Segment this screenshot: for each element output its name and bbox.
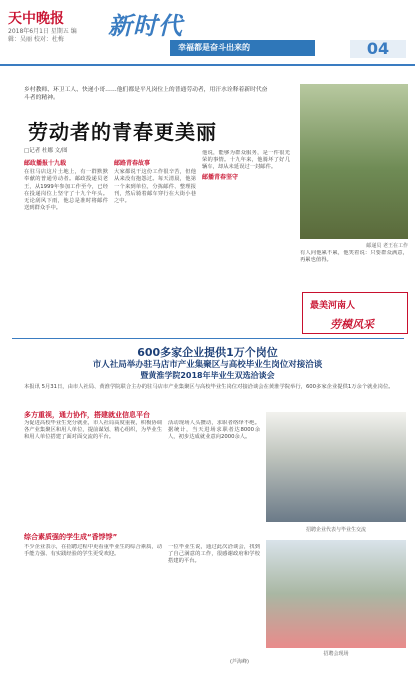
article-headline: 劳动者的青春更美丽 xyxy=(28,120,217,144)
newspaper-brand: 天中晚报 xyxy=(8,11,64,27)
issue-info: 2018年6月1日 星期五 编辑：吴丽 校对：杜梅 xyxy=(8,28,77,43)
article2-subheadline: 市人社局举办驻马店市产业集聚区与高校毕业生岗位对接洽谈 xyxy=(92,360,323,370)
article2-author: (芦海峰) xyxy=(230,659,249,665)
column-text: 大家都说干这份工作很辛苦，但他从来没有抱怨过。每天清晨，他第一个来到单位，分拣邮件、整理报刊，然后骑着邮车穿行在大街小巷之中。 xyxy=(114,169,196,205)
article2-column-2: 活动现场人头攒动，求职者络绎不绝。据统计，当天进场求职者达8000余人，初步达成就业意向2000余人。 xyxy=(168,420,260,441)
column-subhead: 邮路青春故事 xyxy=(114,160,151,167)
article-column-2 xyxy=(114,158,196,328)
photo-caption: 邮递员 老王在工作 xyxy=(366,243,408,249)
column-subhead: 邮政播报十九载 xyxy=(24,160,67,167)
column-text: 在驻马店这片土地上，有一群默默奉献的普通劳动者。邮政投递员老王，从1999年参加工作至今，已经在投递岗位上坚守了十九个年头。无论刮风下雨，他总是准时将邮件送到群众手中。 xyxy=(24,169,108,212)
article2-photo-1 xyxy=(266,412,406,522)
article2-lede: 本报讯 5月31日，由市人社局、黄淮学院联合主办的驻马店市产业集聚区与高校毕业生岗位对接洽谈会在黄淮学院举行，600多家企业提供1万余个就业岗位。 xyxy=(24,384,394,390)
article-intro: 乡村教师、环卫工人、快递小哥……他们都是平凡岗位上的普通劳动者，用汗水诠释着新时代奋斗者的精神。 xyxy=(24,87,268,101)
article2-headline: 600多家企业提供1万个岗位 xyxy=(137,346,278,359)
header-divider xyxy=(0,64,415,66)
article2-column-3: 不少企业表示，在招聘过程中更看重毕业生的综合素质，动手能力强、有实践经验的学生更受欢迎。 xyxy=(24,544,162,558)
series-logo-title: 最美河南人 xyxy=(310,301,356,311)
byline: □记者 杜娜 文/图 xyxy=(24,148,68,154)
article2-subhead-2: 综合素质强的学生成“香饽饽” xyxy=(24,533,118,541)
column-text: 他说，能够为群众服务，是一件很光荣的事情。十九年来，他骑坏了好几辆车，却从未延误过一封邮件。 xyxy=(202,150,290,171)
article-column-3 xyxy=(202,150,290,328)
page-number: 04 xyxy=(350,40,406,58)
article-column-4: 有人问他累不累，他笑着说：只要群众满意，再累也值得。 xyxy=(300,250,408,264)
series-logo-subtitle: 劳模风采 xyxy=(330,318,374,331)
column-subhead: 邮播青春坚守 xyxy=(202,173,239,181)
article-column-1 xyxy=(24,158,108,328)
article-photo xyxy=(300,84,408,239)
photo-caption-2: 招聘企业代表与毕业生交流 xyxy=(305,527,366,533)
article2-column-1: 为促进高校毕业生充分就业，市人社局高度重视，积极协调各产业集聚区和用人单位，提前谋划、精心组织，为毕业生和用人单位搭建了面对面交流的平台。 xyxy=(24,420,162,441)
section-divider xyxy=(12,338,404,339)
article2-subheadline-2: 暨黄淮学院2018年毕业生双选洽谈会 xyxy=(140,371,275,380)
section-banner: 幸福都是奋斗出来的 xyxy=(170,40,315,56)
article2-photo-2 xyxy=(266,540,406,648)
article2-column-4: 一位毕业生说，通过此次洽谈会，找到了自己满意的工作，很感谢政府和学校搭建的平台。 xyxy=(168,544,260,565)
column-title: 新时代 xyxy=(108,11,183,40)
photo-caption-3: 招聘会现场 xyxy=(323,651,349,657)
article2-subhead-1: 多方重视，通力协作，搭建就业信息平台 xyxy=(24,411,150,419)
